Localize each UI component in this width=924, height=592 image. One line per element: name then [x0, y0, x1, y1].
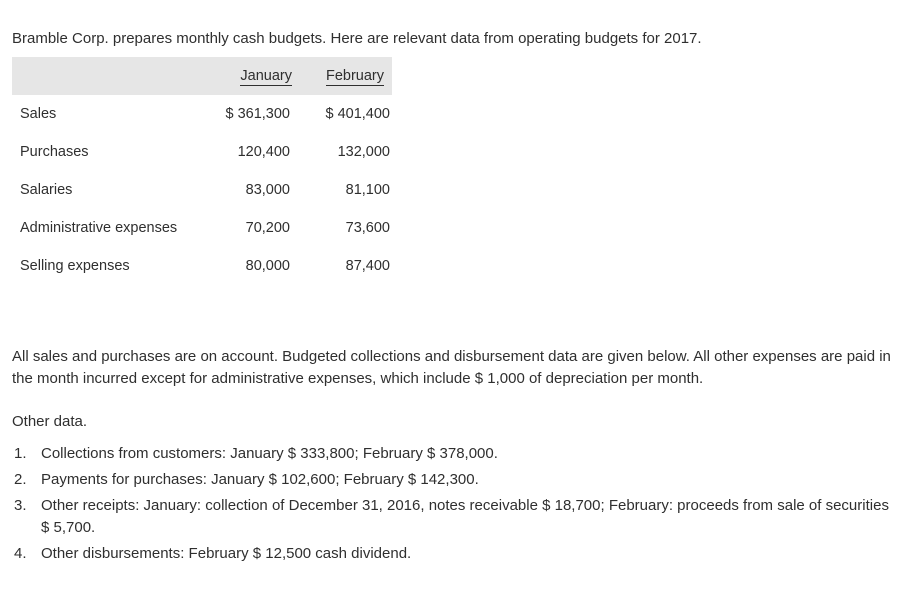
list-item-text: Payments for purchases: January $ 102,600; February $ 142,300.: [41, 471, 479, 488]
table-row: [12, 133, 392, 171]
list-number: 2.: [14, 471, 27, 488]
intro-text: Bramble Corp. prepares monthly cash budgets. Here are relevant data from operating budgets for 2017.: [12, 30, 702, 47]
header-january-label: January: [240, 68, 292, 84]
list-item-text: Other receipts: January: collection of December 31, 2016, notes receivable $ 18,700; February: proceeds from sale of securities $ 5,700.: [41, 497, 889, 536]
january-value: 70,200: [245, 220, 290, 236]
table-header-row: [12, 57, 392, 95]
header-february: [300, 57, 392, 95]
february-value: 87,400: [345, 258, 390, 274]
february-value: 73,600: [345, 220, 390, 236]
january-value: $ 361,300: [225, 106, 290, 122]
header-february-label: February: [325, 68, 384, 84]
list-item: [12, 543, 892, 565]
list-number: 3.: [14, 497, 27, 514]
january-value: 80,000: [245, 258, 290, 274]
list-item-text: Other disbursements: February $ 12,500 cash dividend.: [41, 545, 412, 562]
table-row: [12, 247, 392, 285]
row-label: Selling expenses: [20, 258, 130, 274]
february-value: $ 401,400: [325, 106, 390, 122]
list-item: [12, 469, 892, 491]
january-value: 83,000: [245, 182, 290, 198]
other-data-label: Other data.: [12, 413, 88, 430]
list-number: 1.: [14, 445, 27, 462]
list-item-text: Collections from customers: January $ 333,800; February $ 378,000.: [41, 445, 498, 462]
row-label: Sales: [20, 106, 57, 122]
list-number: 4.: [14, 545, 27, 562]
collections-note: All sales and purchases are on account. Budgeted collections and disbursement data are given below. All other expenses are paid in the month incurred except for administrative expenses, which include $ 1,000 of depreciation per month.: [12, 348, 891, 387]
other-data-list: [12, 443, 892, 569]
table-row: [12, 171, 392, 209]
list-item: [12, 495, 892, 539]
header-blank: [12, 57, 208, 95]
february-value: 81,100: [345, 182, 390, 198]
list-item: [12, 443, 892, 465]
row-label: Purchases: [20, 144, 89, 160]
january-value: 120,400: [237, 144, 290, 160]
budget-table: [12, 57, 392, 285]
february-value: 132,000: [337, 144, 390, 160]
header-january: [208, 57, 300, 95]
row-label: Administrative expenses: [20, 220, 178, 236]
row-label: Salaries: [20, 182, 73, 198]
table-row: [12, 95, 392, 133]
table-row: [12, 209, 392, 247]
